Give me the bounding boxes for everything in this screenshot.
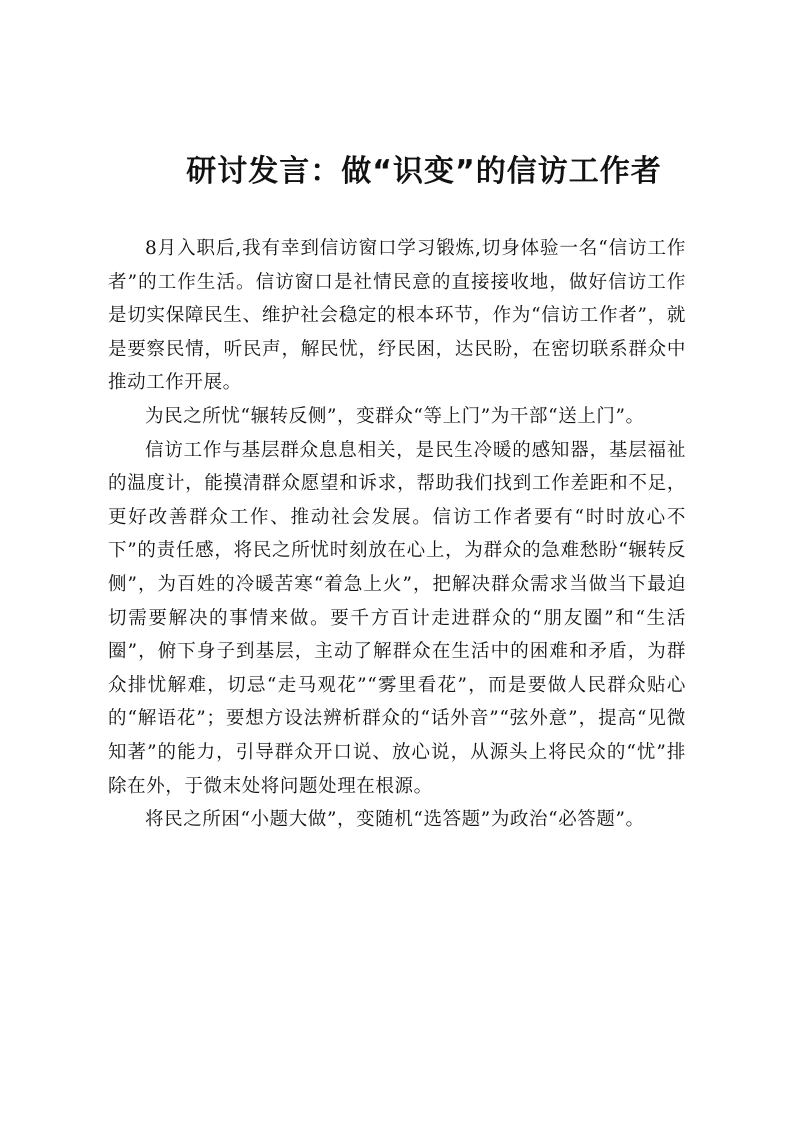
paragraph-3: 信访工作与基层群众息息相关，是民生冷暖的感知器，基层福祉的温度计，能摸清群众愿望和诉求，帮助我们找到工作差距和不足，更好改善群众工作、推动社会发展。信访工作者要有“时时放心不下”的责任感，将民之所忧时刻放在心上，为群众的急难愁盼“辗转反侧”，为百姓的冷暖苦寒“着急上火”，把解决群众需求当做当下最迫切需要解决的事情来做。要千方百计走进群众的“朋友圈”和“生活圈”，俯下身子到基层，主动了解群众在生活中的困难和矛盾，为群众排忧解难，切忌“走马观花”“雾里看花”，而是要做人民群众贴心的“解语花”；要想方设法辨析群众的“话外音”“弦外意”，提高“见微知著”的能力，引导群众开口说、放心说，从源头上将民众的“忧”排除在外，于微末处将问题处理在根源。 <box>108 439 686 797</box>
paragraph-4: 将民之所困“小题大做”，变随机“选答题”为政治“必答题”。 <box>145 809 645 831</box>
paragraph-2: 为民之所忧“辗转反侧”，变群众“等上门”为干部“送上门”。 <box>145 405 645 427</box>
paragraph-1: 8月入职后,我有幸到信访窗口学习锻炼,切身体验一名“信访工作者”的工作生活。信访窗口是社情民意的直接接收地，做好信访工作是切实保障民生、维护社会稳定的根本环节，作为“信访工作者”，就是要察民情，听民声，解民忧，纾民困，达民盼，在密切联系群众中推动工作开展。 <box>108 238 686 394</box>
page-title: 研讨发言：做“识变”的信访工作者 <box>186 154 662 189</box>
document-body <box>108 232 686 837</box>
